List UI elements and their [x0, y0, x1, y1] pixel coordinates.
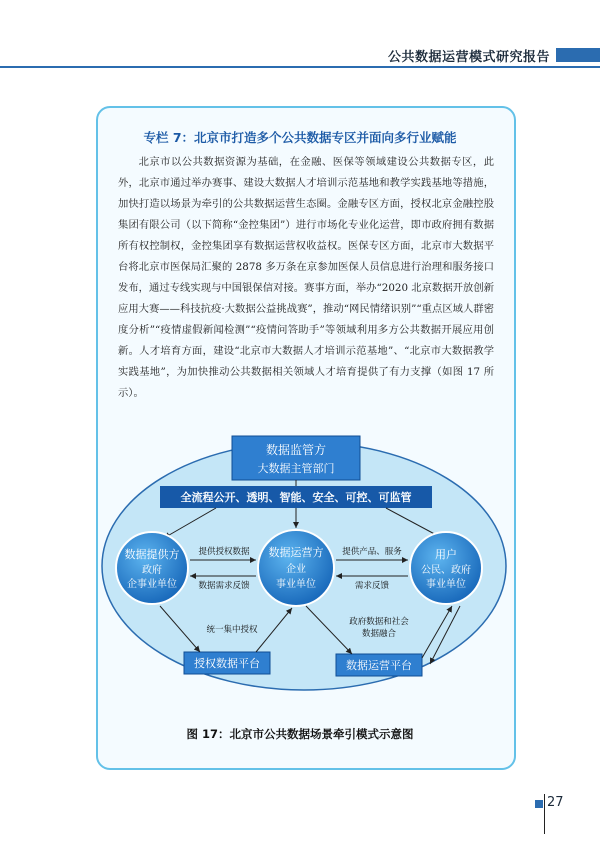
provider-sub2: 企事业单位	[127, 579, 177, 590]
mode-diagram	[96, 416, 516, 716]
user-title: 用户	[435, 548, 457, 561]
box-body	[118, 152, 494, 404]
principles-banner-text: 全流程公开、透明、智能、安全、可控、可监管	[180, 491, 412, 504]
arrow-label-auth-data: 提供授权数据	[198, 547, 250, 557]
header-title: 公共数据运营模式研究报告	[387, 50, 550, 65]
user-sub1: 公民、政府	[421, 565, 471, 576]
regulator-title: 数据监管方	[265, 443, 327, 457]
page-marker	[535, 800, 543, 808]
figure-caption: 图 17：北京市公共数据场景牵引模式示意图	[186, 727, 414, 741]
arrow-label-demand: 需求反馈	[354, 581, 390, 591]
ops-platform-label: 数据运营平台	[346, 659, 412, 672]
operator-sub2: 事业单位	[276, 579, 316, 590]
arrow-label-fusion-1: 政府数据和社会	[349, 617, 409, 627]
user-sub2: 事业单位	[426, 579, 466, 590]
box-paragraph: 北京市以公共数据资源为基础，在金融、医保等领域建设公共数据专区，此外，北京市通过举办赛事、建设大数据人才培训示范基地和教学实践基地等措施，加快打造以场景为牵引的公共数据运营生态圈。金融专区方面，授权北京金融控股集团有限公司（以下简称“金控集团”）进行市场化专业化运营，即市政府拥有数据所有权控制权，金控集团享有数据运营权收益权。医保专区方面，北京市大数据平台将北京市医保局汇聚的 2878 多万条在京参加医保人员信息进行治理和服务接口发布，通过专线实现与中国银保信对接。赛事方面，举办“2020 北京数据开放创新应用大赛——科技抗疫·大数据公益挑战赛”，推动“网民情绪识别”“重点区域人群密度分析”“疫情虚假新闻检测”“疫情问答助手”等领域利用多方公共数据开展应用创新。人才培育方面，建设“北京市大数据人才培训示范基地”、“北京市大数据教学实践基地”，为加快推动公共数据相关领域人才培育提供了有力支撑（如图 17 所示）。	[118, 156, 494, 399]
header-rule	[0, 66, 600, 68]
provider-sub1: 政府	[142, 565, 162, 576]
operator-title: 数据运营方	[268, 546, 324, 559]
box-title: 专栏 7：北京市打造多个公共数据专区并面向多行业赋能	[143, 130, 457, 145]
page-rule	[544, 794, 545, 834]
regulator-subtitle: 大数据主管部门	[257, 462, 335, 475]
arrow-label-data-demand: 数据需求反馈	[198, 581, 250, 591]
arrow-label-fusion-2: 数据融合	[361, 629, 397, 639]
header-accent-bar	[556, 48, 600, 62]
arrow-label-unified: 统一集中授权	[206, 625, 258, 635]
auth-platform-label: 授权数据平台	[194, 657, 260, 670]
arrow-label-products: 提供产品、服务	[342, 547, 402, 557]
provider-title: 数据提供方	[124, 548, 180, 561]
operator-sub1: 企业	[286, 564, 306, 575]
page-number: 27	[547, 795, 564, 810]
